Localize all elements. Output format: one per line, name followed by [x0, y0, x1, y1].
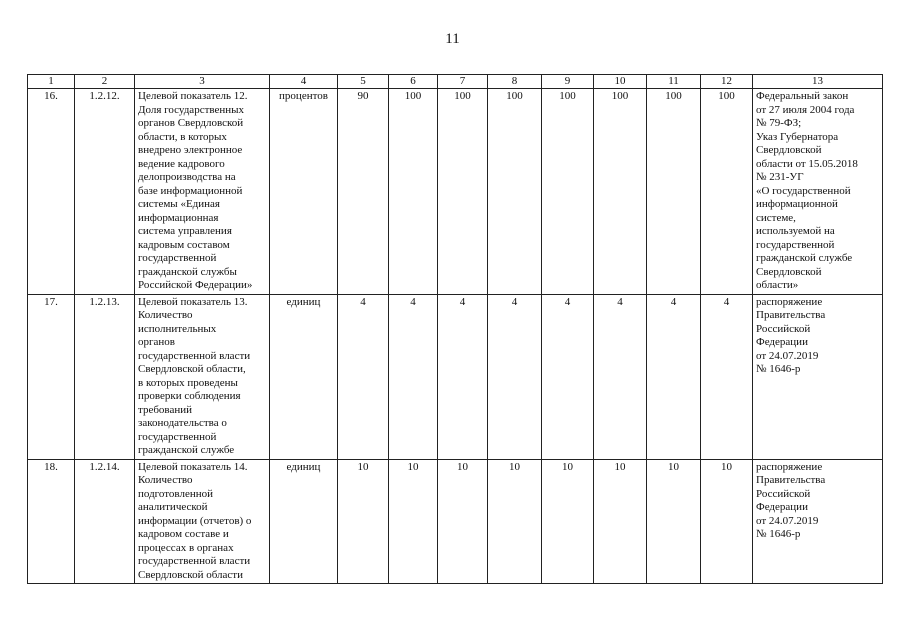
table-row [28, 89, 883, 295]
header-cell: 6 [389, 75, 438, 89]
table-row [28, 459, 883, 584]
value-cell: 10 [542, 459, 594, 584]
header-cell: 11 [647, 75, 701, 89]
value-cell: 4 [701, 294, 753, 459]
value-cell: 10 [647, 459, 701, 584]
indicator-text: Целевой показатель 13. Количество исполнительных органов государственной власти Свердловской области, в которых проведены проверки соблюдения требований законодательства о государственной гражданской службе [135, 294, 270, 459]
indicator-text: Целевой показатель 12. Доля государственных органов Свердловской области, в которых внедрено электронное ведение кадрового делопроизводства на базе информационной системы «Единая информационная система управления кадровым составом государственной гражданской службы Российской Федерации» [135, 89, 270, 295]
header-cell: 8 [488, 75, 542, 89]
header-cell: 12 [701, 75, 753, 89]
value-cell: 10 [594, 459, 647, 584]
row-code: 1.2.14. [75, 459, 135, 584]
value-cell: 4 [488, 294, 542, 459]
header-row [28, 75, 883, 89]
value-cell: 4 [438, 294, 488, 459]
header-cell: 13 [753, 75, 883, 89]
table-row [28, 294, 883, 459]
header-cell: 1 [28, 75, 75, 89]
value-cell: 4 [338, 294, 389, 459]
row-code: 1.2.12. [75, 89, 135, 295]
header-cell: 2 [75, 75, 135, 89]
header-cell: 3 [135, 75, 270, 89]
header-cell: 9 [542, 75, 594, 89]
header-cell: 10 [594, 75, 647, 89]
value-cell: 4 [389, 294, 438, 459]
value-cell: 4 [594, 294, 647, 459]
header-cell: 5 [338, 75, 389, 89]
value-cell: 100 [438, 89, 488, 295]
unit-cell: единиц [270, 459, 338, 584]
row-number: 18. [28, 459, 75, 584]
row-code: 1.2.13. [75, 294, 135, 459]
value-cell: 100 [389, 89, 438, 295]
indicator-text: Целевой показатель 14. Количество подготовленной аналитической информации (отчетов) о кадровом составе и процессах в органах государственной власти Свердловской области [135, 459, 270, 584]
indicators-table [27, 74, 883, 584]
value-cell: 10 [488, 459, 542, 584]
value-cell: 4 [542, 294, 594, 459]
value-cell: 100 [542, 89, 594, 295]
value-cell: 4 [647, 294, 701, 459]
source-text: распоряжение Правительства Российской Федерации от 24.07.2019 № 1646-р [753, 294, 883, 459]
value-cell: 100 [701, 89, 753, 295]
value-cell: 100 [488, 89, 542, 295]
page-number: 11 [445, 31, 460, 47]
unit-cell: единиц [270, 294, 338, 459]
header-cell: 4 [270, 75, 338, 89]
source-text: Федеральный закон от 27 июля 2004 года № 79-ФЗ; Указ Губернатора Свердловской области от 15.05.2018 № 231-УГ «О государственной информационной системе, используемой на государственной гражданской службе Свердловской области» [753, 89, 883, 295]
row-number: 16. [28, 89, 75, 295]
header-cell: 7 [438, 75, 488, 89]
value-cell: 90 [338, 89, 389, 295]
row-number: 17. [28, 294, 75, 459]
unit-cell: процентов [270, 89, 338, 295]
value-cell: 10 [701, 459, 753, 584]
source-text: распоряжение Правительства Российской Федерации от 24.07.2019 № 1646-р [753, 459, 883, 584]
value-cell: 10 [389, 459, 438, 584]
value-cell: 100 [647, 89, 701, 295]
value-cell: 100 [594, 89, 647, 295]
value-cell: 10 [438, 459, 488, 584]
value-cell: 10 [338, 459, 389, 584]
